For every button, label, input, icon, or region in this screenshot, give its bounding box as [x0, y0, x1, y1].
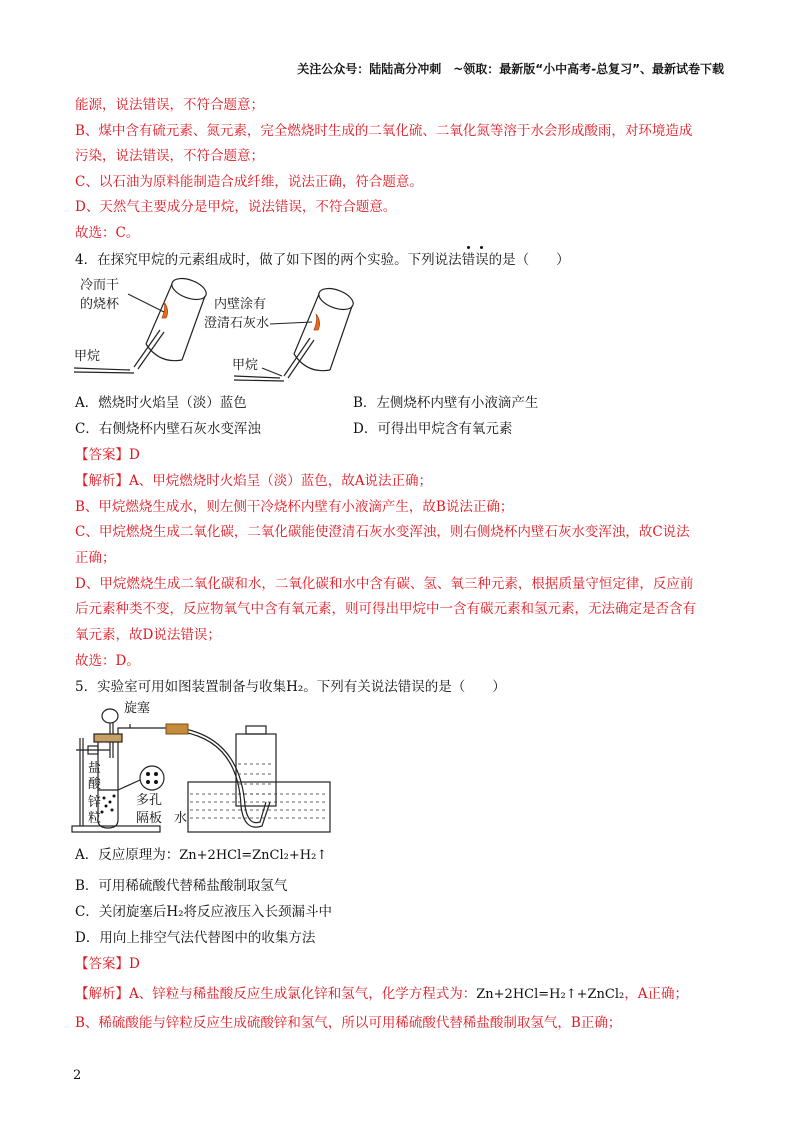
text-line: 能源，说法错误，不符合题意；	[75, 97, 264, 113]
option-b: B．左侧烧杯内壁有小液滴产生	[353, 395, 539, 411]
q5-option-a: A．反应原理为：Zn+2HCl=ZnCl₂+H₂↑	[75, 847, 328, 863]
text-line: 故选：C。	[75, 225, 140, 241]
analysis-line: 【解析】A、甲烷燃烧时火焰呈（淡）蓝色，故A说法正确；	[75, 473, 432, 489]
q5-answer-line: 【答案】D	[75, 956, 140, 972]
label-zinc-1: 锌	[88, 795, 102, 810]
q5-option-c: C．关闭旋塞后H₂将反应液压入长颈漏斗中	[75, 904, 333, 920]
label-limewater-2: 澄清石灰水	[204, 316, 270, 331]
label-methane-right: 甲烷	[232, 358, 259, 373]
conclusion-line: 故选：D。	[75, 653, 140, 669]
page-header: 关注公众号：陆陆高分冲刺 ~领取：最新版“小中高考-总复习”、最新试卷下载	[297, 62, 724, 76]
left-beaker	[134, 274, 209, 369]
label-cold-beaker-2: 的烧杯	[80, 297, 120, 312]
option-a: A．燃烧时火焰呈（淡）蓝色	[75, 395, 247, 411]
text-line: C、以石油为原料能制造合成纤维，说法正确，符合题意。	[75, 174, 423, 190]
analysis-line: 正确；	[75, 550, 116, 566]
right-beaker	[284, 284, 356, 378]
question-5-stem: 5．实验室可用如图装置制备与收集H₂。下列有关说法错误的是（ ）	[75, 679, 506, 695]
analysis-line: D、甲烷燃烧生成二氧化碳和水，二氧化碳和水中含有碳、氢、氧三种元素，根据质量守恒定律，反应前	[75, 576, 694, 592]
analysis-line: 氧元素，故D说法错误；	[75, 627, 221, 643]
text-line: 污染，说法错误，不符合题意；	[75, 148, 264, 164]
analysis-line: 后元素种类不变，反应物氧气中含有氧元素，则可得出甲烷中一含有碳元素和氢元素，无法确定是否含有	[75, 601, 696, 617]
analysis-line: C、甲烷燃烧生成二氧化碳，二氧化碳能使澄清石灰水变浑浊，则右侧烧杯内壁石灰水变浑浊，故C说法	[75, 524, 690, 540]
label-plate-1: 多孔	[136, 793, 163, 808]
question-4-stem: 4．在探究甲烷的元素组成时，做了如下图的两个实验。下列说法 错 误的是（ ）	[75, 251, 570, 269]
label-stopcock: 旋塞	[124, 701, 151, 716]
label-cold-beaker-1: 冷而干	[80, 278, 120, 293]
label-limewater-1: 内壁涂有	[214, 297, 267, 312]
option-d: D．可得出甲烷含有氧元素	[353, 421, 513, 437]
q5-option-d: D．用向上排空气法代替图中的收集方法	[75, 930, 316, 946]
label-zinc-2: 粒	[88, 811, 102, 826]
hydrogen-apparatus-figure	[70, 698, 420, 834]
rubber-tube	[166, 724, 188, 734]
answer-line: 【答案】D	[75, 447, 140, 463]
q5-option-b: B．可用稀硫酸代替稀盐酸制取氢气	[75, 878, 288, 894]
q5-analysis-line: B、稀硫酸能与锌粒反应生成硫酸锌和氢气，所以可用稀硫酸代替稀盐酸制取氢气，B正确；	[75, 1015, 622, 1031]
analysis-line: B、甲烷燃烧生成水，则左侧干冷烧杯内壁有小液滴产生，故B说法正确；	[75, 499, 514, 515]
label-plate-2: 隔板	[136, 811, 163, 826]
q5-analysis-line: 【解析】A、锌粒与稀盐酸反应生成氯化锌和氢气，化学方程式为：Zn+2HCl=H₂↑+ZnCl₂，A正确；	[75, 986, 688, 1002]
option-c: C．右侧烧杯内壁石灰水变浑浊	[75, 421, 261, 437]
text-line: D、天然气主要成分是甲烷，说法错误，不符合题意。	[75, 199, 397, 215]
right-flame	[314, 314, 320, 330]
label-acid-2: 酸	[88, 777, 102, 792]
label-acid-1: 盐	[88, 761, 102, 776]
label-methane-left: 甲烷	[74, 349, 101, 364]
page-number: 2	[73, 1068, 82, 1083]
methane-combustion-figure	[74, 272, 374, 384]
text-line: B、煤中含有硫元素、氮元素，完全燃烧时生成的二氧化硫、二氧化氮等溶于水会形成酸雨，对环境造成	[75, 123, 693, 139]
label-water: 水	[174, 811, 188, 826]
